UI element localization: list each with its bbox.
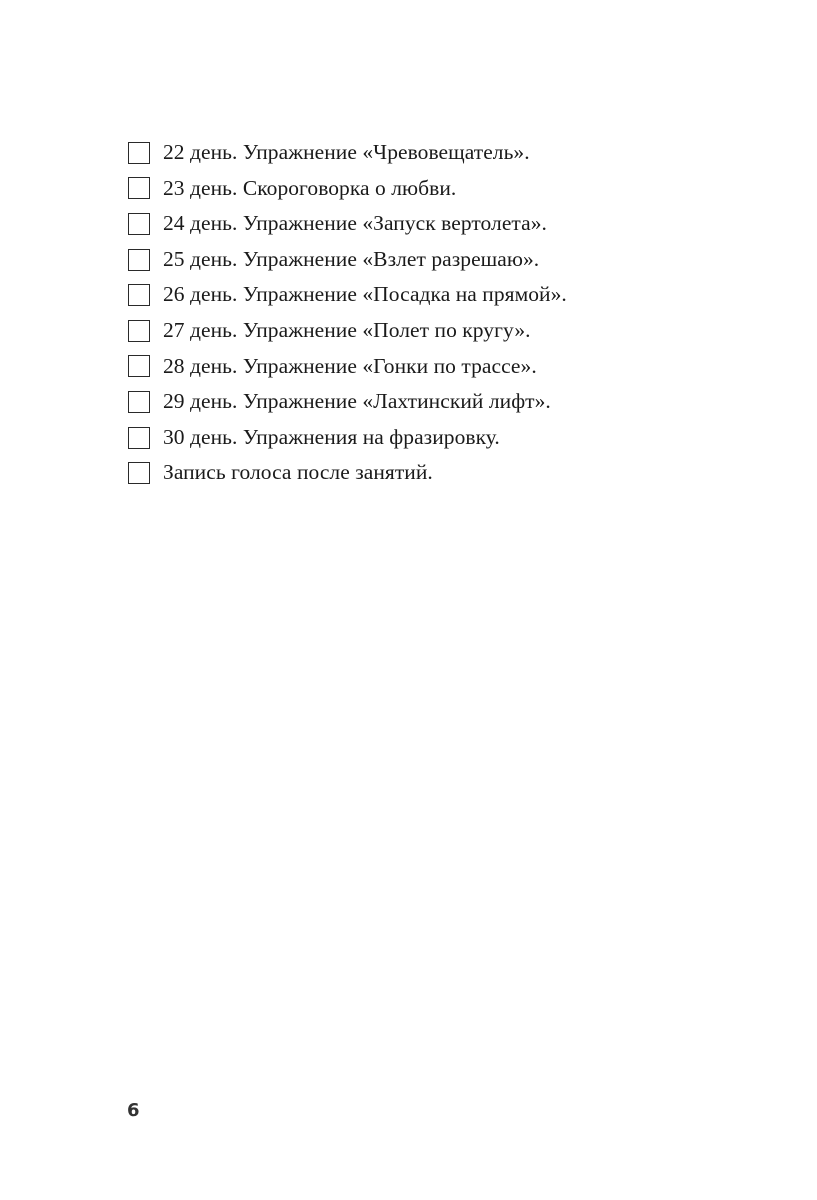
checkbox-icon[interactable] bbox=[128, 142, 150, 164]
page-number: 6 bbox=[127, 1100, 140, 1121]
checklist-item-label: 27 день. Упражнение «Полет по кругу». bbox=[163, 318, 531, 343]
checklist-item-label: 22 день. Упражнение «Чревовещатель». bbox=[163, 140, 530, 165]
checklist-item-label: Запись голоса после занятий. bbox=[163, 460, 433, 485]
checklist-item-label: 30 день. Упражнения на фразировку. bbox=[163, 424, 500, 449]
checklist-item bbox=[128, 349, 567, 385]
checklist-item-label: 29 день. Упражнение «Лахтинский лифт». bbox=[163, 389, 551, 414]
checkbox-icon[interactable] bbox=[128, 355, 150, 377]
checklist-item bbox=[128, 277, 567, 313]
checklist-item bbox=[128, 206, 567, 242]
checklist-item-label: 28 день. Упражнение «Гонки по трассе». bbox=[163, 353, 537, 378]
checkbox-icon[interactable] bbox=[128, 391, 150, 413]
checklist-item-label: 25 день. Упражнение «Взлет разрешаю». bbox=[163, 246, 540, 271]
checkbox-icon[interactable] bbox=[128, 284, 150, 306]
checklist-item bbox=[128, 313, 567, 349]
exercise-checklist bbox=[128, 135, 567, 491]
checkbox-icon[interactable] bbox=[128, 249, 150, 271]
checkbox-icon[interactable] bbox=[128, 177, 150, 199]
checkbox-icon[interactable] bbox=[128, 320, 150, 342]
checkbox-icon[interactable] bbox=[128, 213, 150, 235]
checklist-item bbox=[128, 171, 567, 207]
checkbox-icon[interactable] bbox=[128, 462, 150, 484]
checklist-item bbox=[128, 242, 567, 278]
checklist-item bbox=[128, 455, 567, 491]
checklist-item bbox=[128, 135, 567, 171]
checklist-item bbox=[128, 420, 567, 456]
checklist-item bbox=[128, 384, 567, 420]
checklist-item-label: 23 день. Скороговорка о любви. bbox=[163, 175, 457, 200]
checkbox-icon[interactable] bbox=[128, 427, 150, 449]
checklist-item-label: 24 день. Упражнение «Запуск вертолета». bbox=[163, 211, 547, 236]
checklist-item-label: 26 день. Упражнение «Посадка на прямой». bbox=[163, 282, 567, 307]
